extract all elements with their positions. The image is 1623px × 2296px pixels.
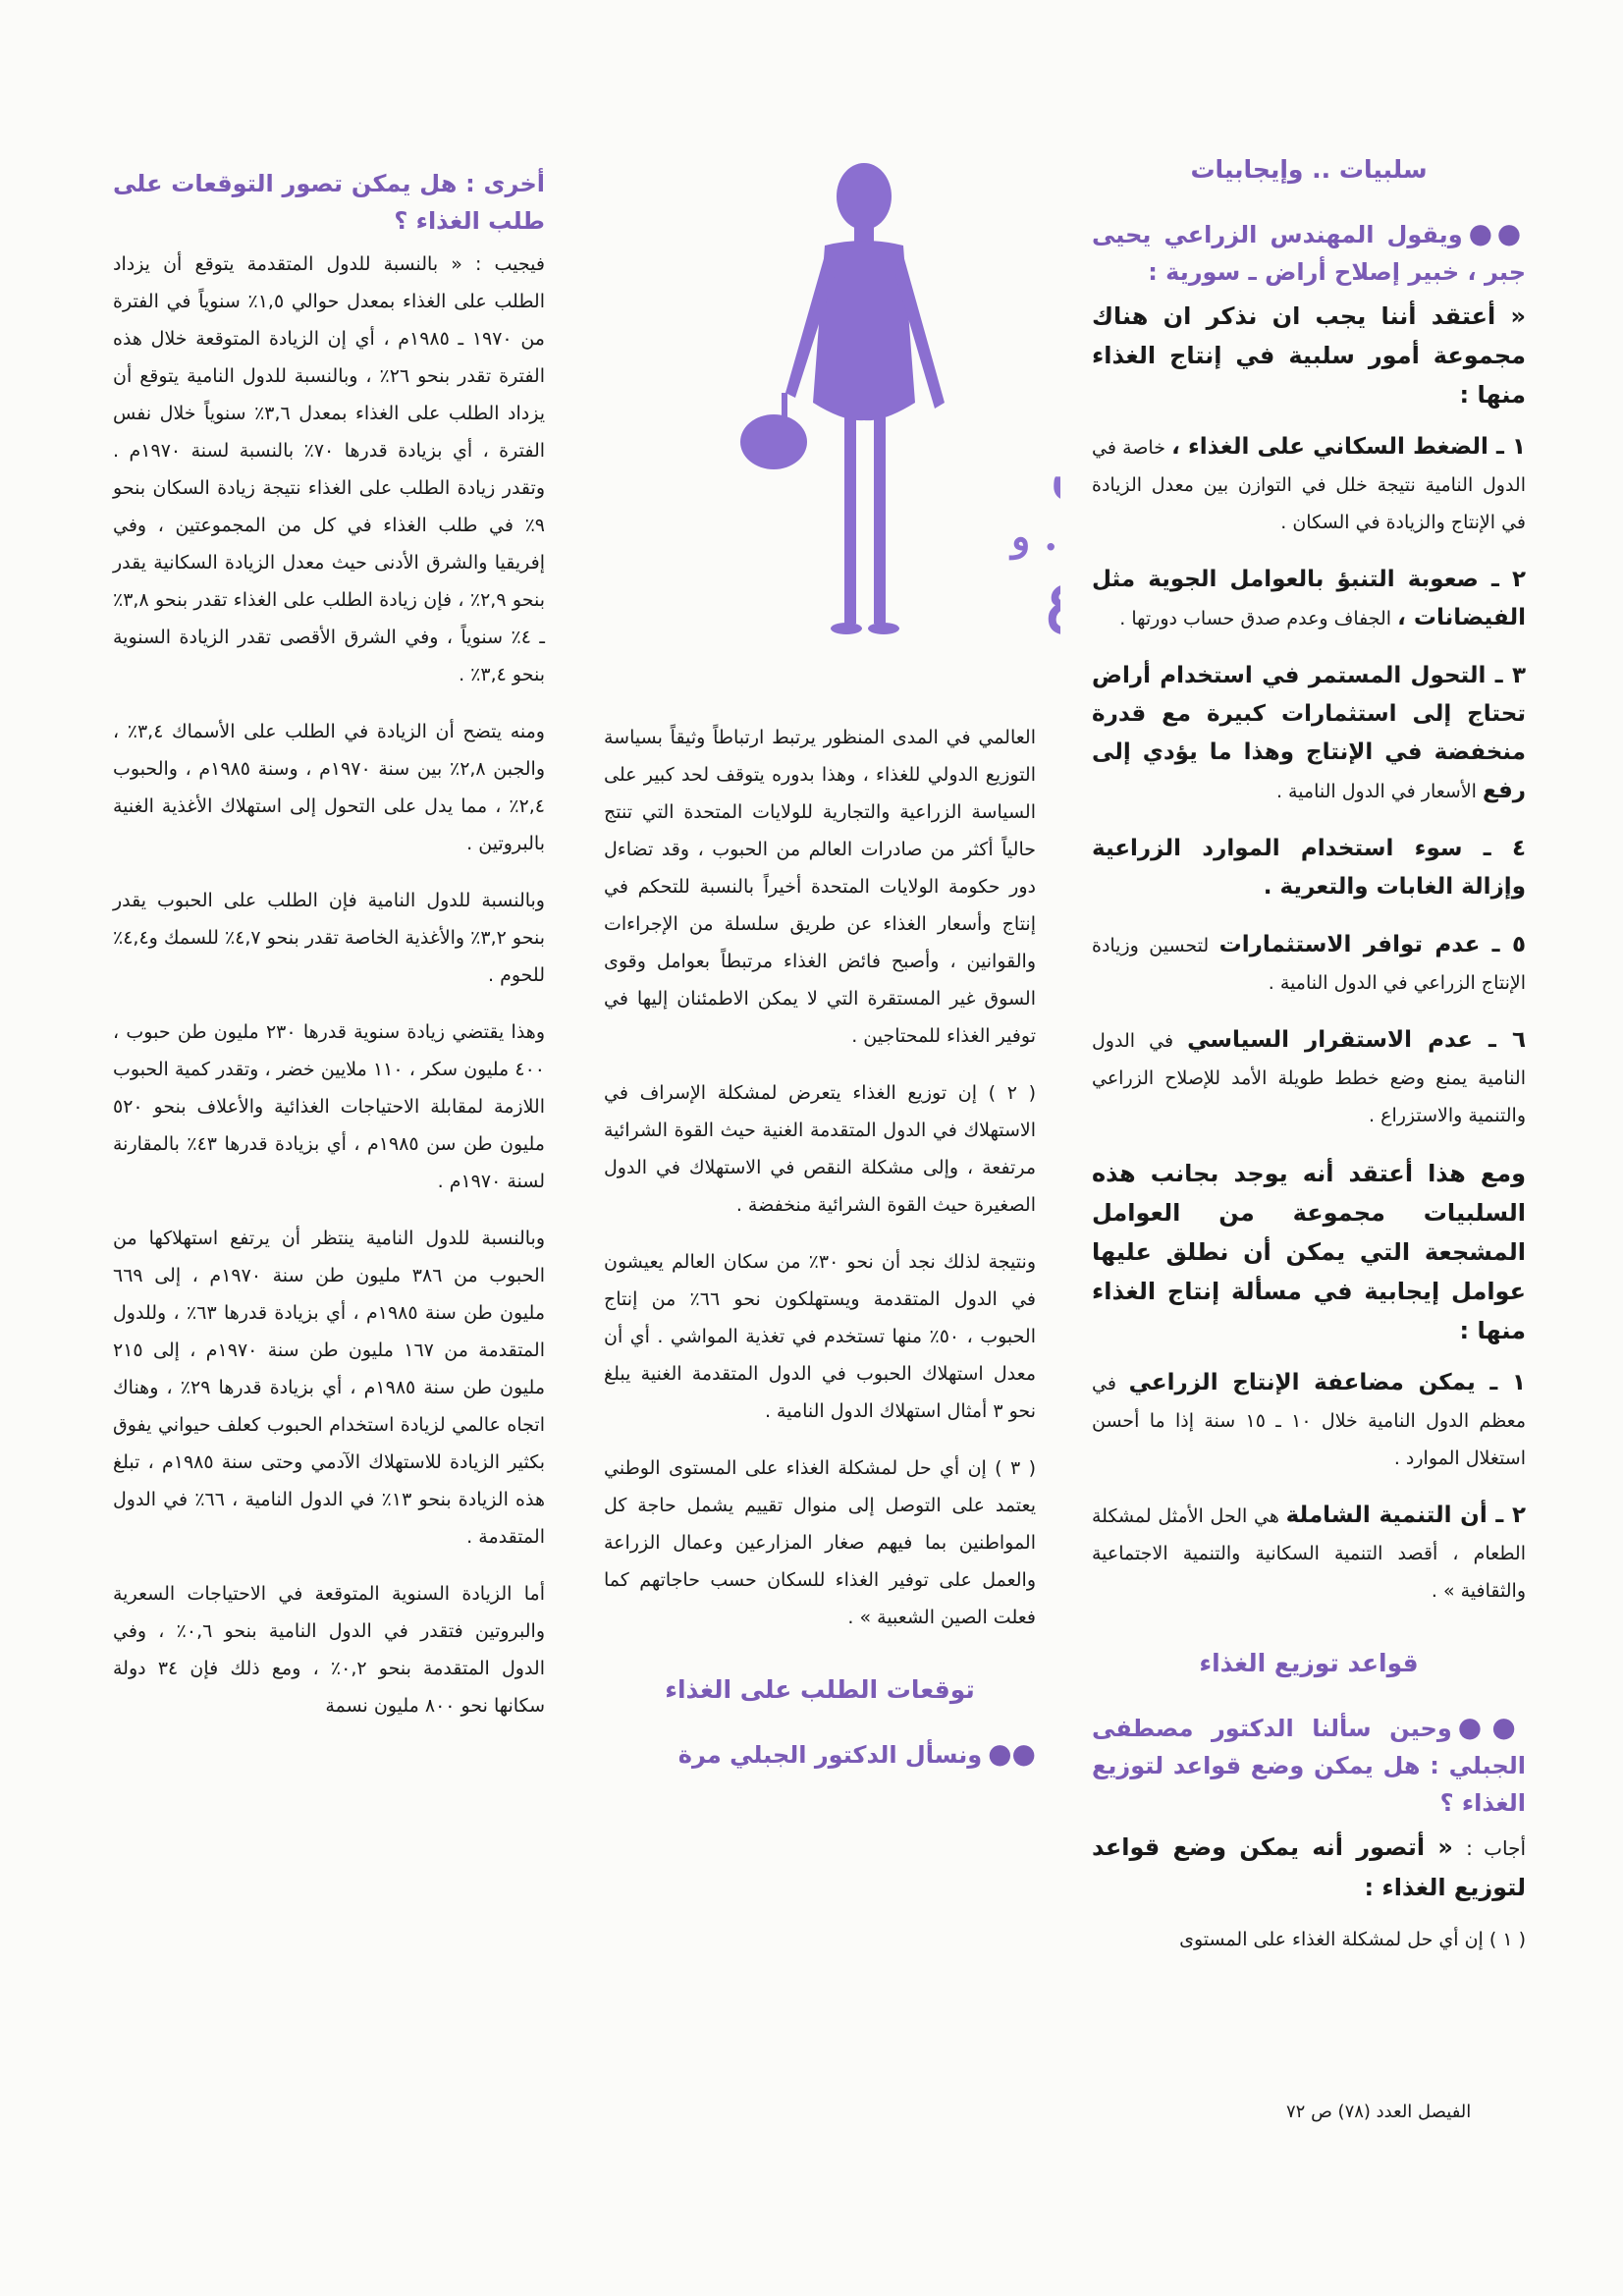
interview-intro-continued: أخرى : هل يمكن تصور التوقعات على طلب الغذاء ؟ [113,170,545,235]
section-heading-distribution: قواعد توزيع الغذاء [1199,1649,1419,1677]
list-item: ٣ ـ التحول المستمر في استخدام أراض تحتاج إلى استثمارات كبيرة مع قدرة منخفضة في الإنتاج وهذا ما يؤدي إلى رفع الأسعار في الدول النامية . [1092,663,1526,803]
page-footer: الفيصل العدد (٧٨) ص ٧٢ [1286,2102,1472,2122]
interview-intro-yahya: ●●ويقول المهندس الزراعي يحيى جبر ، خبير إصلاح أراض ـ سورية : [1092,217,1526,286]
answer-continuation: ( ١ ) إن أي حل لمشكلة الغذاء على المستوى [1179,1929,1526,1950]
list-item: ٥ ـ عدم توافر الاستثمارات لتحسين وزيادة الإنتاج الزراعي في الدول النامية . [1092,932,1526,994]
bullet-dots-icon: ●● [1468,217,1526,249]
section-heading-demand: توقعات الطلب على الغذاء [665,1675,975,1704]
paragraph: ( ٢ ) إن توزيع الغذاء يتعرض لمشكلة الإسراف في الاستهلاك في الدول المتقدمة الغنية حيث القوة الشرائية مرتفعة ، وإلى مشكلة النقص في الاستهلاك في الدول الصغيرة حيث القوة الشرائية منخفضة . [604,1082,1037,1216]
list-item: ٤ ـ سوء استخدام الموارد الزراعية وإزالة الغابات والتعرية . [1092,836,1526,900]
figure-title-line1 [1051,438,1060,507]
positives-list [1092,1364,1526,1610]
hunger-illustration [687,157,1060,687]
bullet-dots-icon: ●● [988,1737,1036,1770]
list-item: ٢ ـ أن التنمية الشاملة هي الحل الأمثل لمشكلة الطعام ، أقصد التنمية السكانية والتنمية الاجتماعية والثقافية » . [1092,1503,1526,1602]
section-heading-cons-pros: سلبيات .. وإيجابيات [1190,155,1428,184]
interview-intro-demand: ●●ونسأل الدكتور الجبلي مرة [677,1737,1036,1770]
paragraph: ( ٣ ) إن أي حل لمشكلة الغذاء على المستوى الوطني يعتمد على التوصل إلى منوال تقييم يشمل حاجة كل المواطنين بما فيهم صغار المزارعين وعمال الزراعة والعمل على توفير الغذاء للسكان حسب حاجاتهم كما فعلت الصين الشعبية » . [604,1457,1037,1628]
paragraph: ومنه يتضح أن الزيادة في الطلب على الأسماك ٣,٤٪ ، والجبن ٢,٨٪ بين سنة ١٩٧٠م ، وسنة ١٩٨٥م ، والحبوب ٢,٤٪ ، مما يدل على التحول إلى استهلاك الأغذية الغنية بالبروتين . [113,721,545,854]
negatives-lead: « أعتقد أننا يجب ان نذكر ان هناك مجموعة أمور سلبية في إنتاج الغذاء منها : [1092,302,1526,409]
paragraph: فيجيب : « بالنسبة للدول المتقدمة يتوقع أن يزداد الطلب على الغذاء بمعدل حوالي ١,٥٪ سنوياً في الفترة من ١٩٧٠ ـ ١٩٨٥م ، أي إن الزيادة المتوقعة خلال هذه الفترة تقدر بنحو ٢٦٪ ، وبالنسبة للدول النامية يتوقع أن يزداد الطلب على الغذاء بمعدل ٣,٦٪ سنوياً خلال نفس الفترة ، أي بزيادة قدرها ٧٠٪ بالنسبة لسنة ١٩٧٠م . وتقدر زيادة الطلب على الغذاء نتيجة زيادة السكان بنحو ٩٪ في طلب الغذاء في كل من المجموعتين ، وفي إفريقيا والشرق الأدنى حيث معدل الزيادة السكانية يقدر بنحو ٢,٩٪ ، فإن زيادة الطلب على الغذاء تقدر بنحو ٣,٨٪ ـ ٤٪ سنوياً ، وفي الشرق الأقصى تقدر الزيادة السنوية بنحو ٣,٤٪ . [113,253,546,685]
left-column [113,165,545,1744]
list-item: ١ ـ يمكن مضاعفة الإنتاج الزراعي في معظم الدول النامية خلال ١٠ ـ ١٥ سنة إذا ما أحسن استغلال الموارد . [1092,1370,1527,1469]
positives-lead: ومع هذا أعتقد أنه يوجد بجانب هذه السلبيات مجموعة من العوامل المشجعة التي يمكن أن نطلق عليها عوامل إيجابية في مسألة إنتاج الغذاء منها : [1092,1160,1526,1344]
answer-lead: أجاب : « أتصور أنه يمكن وضع قواعد لتوزيع الغذاء : [1092,1833,1527,1901]
right-column [1092,147,1526,1978]
figure-title-line2: . و [1011,514,1058,560]
figure-title-line3 [1046,558,1060,636]
bullet-dots-icon: ●● [1457,1711,1526,1743]
paragraph: العالمي في المدى المنظور يرتبط ارتباطاً وثيقاً بسياسة التوزيع الدولي للغذاء ، وهذا بدوره يتوقف لحد كبير على السياسة الزراعية والتجارية للولايات المتحدة التي تنتج حالياً أكثر من صادرات العالم من الحبوب ، وقد تضاءل دور حكومة الولايات المتحدة أخيراً بالنسبة للتحكم في إنتاج وأسعار الغذاء عن طريق سلسلة من الإجراءات والقوانين ، وأصبح فائض الغذاء مرتبطاً بعوامل وقوى السوق غير المستقرة التي لا يمكن الاطمئنان إليها في توفير الغذاء للمحتاجين . [604,727,1036,1047]
paragraph: ونتيجة لذلك نجد أن نحو ٣٠٪ من سكان العالم يعيشون في الدول المتقدمة ويستهلكون نحو ٦٦٪ من إنتاج الحبوب ، ٥٠٪ منها تستخدم في تغذية المواشي . أي أن معدل استهلاك الحبوب في الدول المتقدمة الغنية يبلغ نحو ٣ أمثال استهلاك الدول النامية . [604,1251,1036,1422]
paragraph: وبالنسبة للدول النامية ينتظر أن يرتفع استهلاكها من الحبوب من ٣٨٦ مليون طن سنة ١٩٧٠م ، إلى ٦٦٩ مليون طن سنة ١٩٨٥م ، أي بزيادة قدرها ٦٣٪ ، وللدول المتقدمة من ١٦٧ مليون طن سنة ١٩٧٠م ، إلى ٢١٥ مليون طن سنة ١٩٨٥م ، أي بزيادة قدرها ٢٩٪ ، وهناك اتجاه عالمي لزيادة استخدام الحبوب كعلف حيواني يفوق بكثير الزيادة للاستهلاك الآدمي وحتى سنة ١٩٨٥م ، تبلغ هذه الزيادة بنحو ١٣٪ في الدول النامية ، ٦٦٪ في الدول المتقدمة . [113,1228,546,1548]
interview-intro-jabali: ●●وحين سألنا الدكتور مصطفى الجبلي : هل يمكن وضع قواعد لتوزيع الغذاء ؟ [1092,1711,1526,1817]
middle-column [604,719,1036,1779]
paragraph: وبالنسبة للدول النامية فإن الطلب على الحبوب يقدر بنحو ٣,٢٪ والأغذية الخاصة تقدر بنحو ٤,٧٪ للسمك و٤,٤٪ للحوم . [113,890,545,986]
list-item: ٦ ـ عدم الاستقرار السياسي في الدول النامية يمنع وضع خطط طويلة الأمد للإصلاح الزراعي والتنمية والاستزراع . [1092,1027,1527,1126]
paragraph: أما الزيادة السنوية المتوقعة في الاحتياجات السعرية والبروتين فتقدر في الدول النامية بنحو ٠,٦٪ ، وفي الدول المتقدمة بنحو ٠,٢٪ ، ومع ذلك فإن ٣٤ دولة سكانها نحو ٨٠٠ مليون نسمة [113,1583,546,1717]
negatives-list [1092,428,1526,1134]
list-item: ٢ ـ صعوبة التنبؤ بالعوامل الجوية مثل الفيضانات ، الجفاف وعدم صدق حساب دورتها . [1092,567,1526,630]
paragraph: وهذا يقتضي زيادة سنوية قدرها ٢٣٠ مليون طن حبوب ، ٤٠٠ مليون سكر ، ١١٠ ملايين خضر ، وتقدر كمية الحبوب اللازمة لمقابلة الاحتياجات الغذائية والأعلاف بنحو ٥٢٠ مليون طن سن ١٩٨٥م ، أي بزيادة قدرها ٤٣٪ بالمقارنة لسنة ١٩٧٠م . [113,1021,546,1192]
list-item: ١ ـ الضغط السكاني على الغذاء ، خاصة في الدول النامية نتيجة خلل في التوازن بين معدل الزيادة في الإنتاج والزيادة في السكان . [1092,434,1527,533]
child-silhouette-icon [687,157,1060,687]
